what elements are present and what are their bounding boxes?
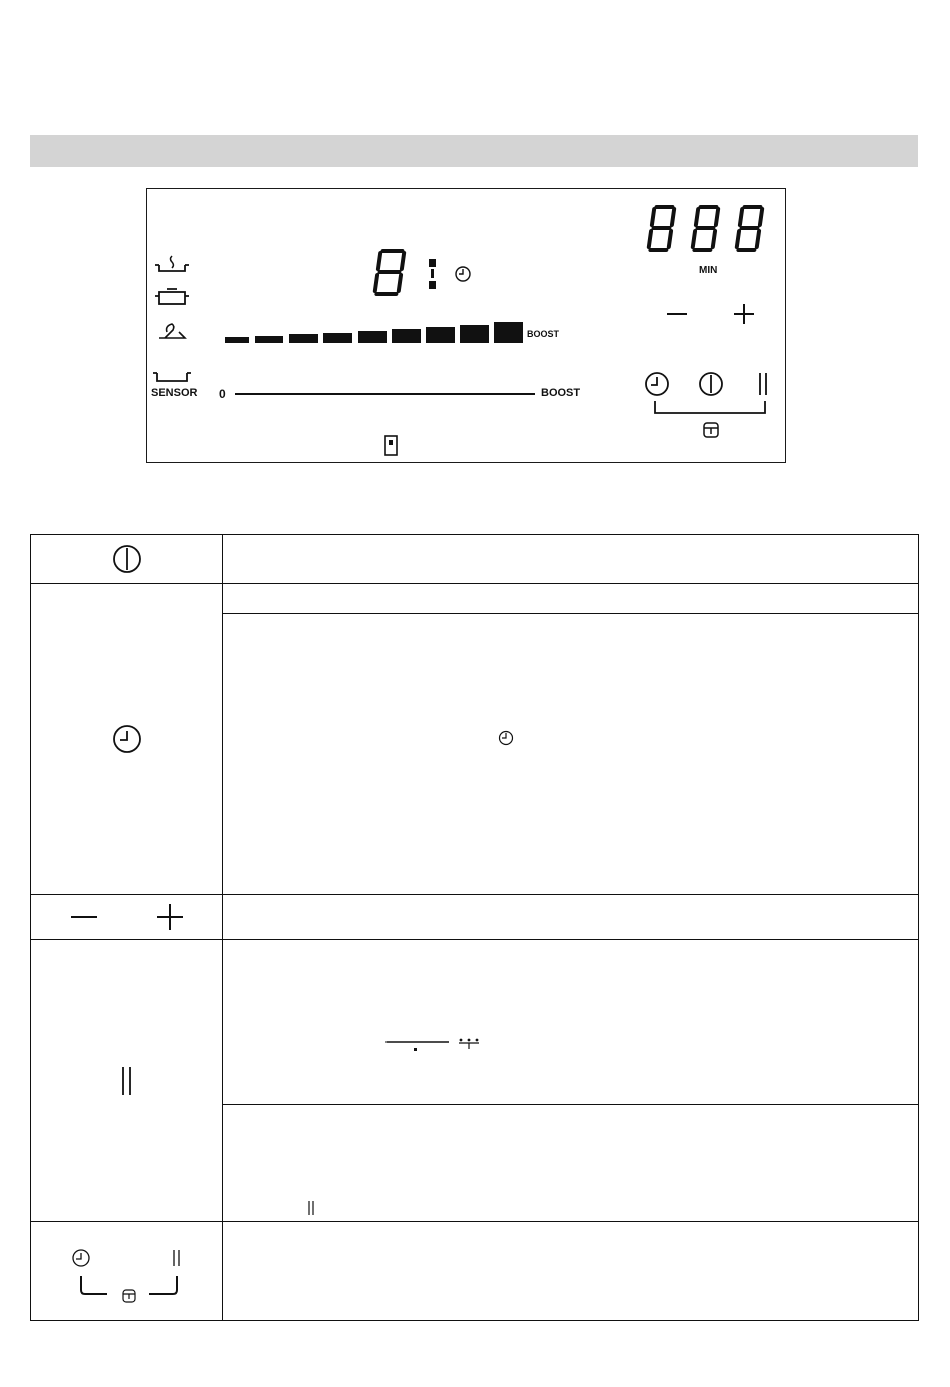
level-dot-bottom bbox=[429, 281, 436, 289]
symbol-cell bbox=[31, 535, 223, 584]
power-bar-7 bbox=[426, 327, 455, 343]
pan-icon bbox=[155, 286, 195, 310]
pause-icon[interactable] bbox=[755, 371, 771, 397]
pause-icon bbox=[171, 1248, 183, 1268]
key-description-table bbox=[30, 534, 919, 1321]
symbol-cell bbox=[31, 584, 223, 895]
table-row-lock-combination bbox=[31, 1222, 919, 1321]
timer-digit-display bbox=[641, 203, 781, 255]
symbol-cell bbox=[31, 1222, 223, 1321]
power-icon bbox=[112, 544, 142, 574]
sensor-pot-icon bbox=[151, 367, 195, 387]
power-icon[interactable] bbox=[698, 371, 724, 397]
power-bar-9 bbox=[494, 322, 523, 343]
minus-icon[interactable] bbox=[665, 302, 689, 326]
minus-icon bbox=[70, 903, 98, 931]
pause-icon bbox=[119, 1065, 135, 1097]
power-bar-8 bbox=[460, 325, 489, 343]
table-row-minus-plus bbox=[31, 895, 919, 940]
power-bar-5 bbox=[358, 331, 387, 343]
description-cell bbox=[223, 1105, 919, 1222]
table-row-pause bbox=[31, 940, 919, 1105]
clock-icon bbox=[71, 1248, 91, 1268]
symbol-cell bbox=[31, 940, 223, 1222]
clock-icon bbox=[112, 724, 142, 754]
description-cell bbox=[223, 584, 919, 614]
description-cell bbox=[223, 614, 919, 895]
power-level-bars bbox=[225, 319, 525, 347]
plus-icon bbox=[156, 903, 184, 931]
description-cell bbox=[223, 535, 919, 584]
level-dot-mid bbox=[431, 269, 434, 278]
lock-icon bbox=[121, 1288, 137, 1304]
clock-icon bbox=[498, 730, 514, 746]
table-row-on-off bbox=[31, 535, 919, 584]
power-bar-6 bbox=[392, 329, 421, 343]
power-bar-1 bbox=[225, 337, 249, 343]
timer-unit-label: MIN bbox=[699, 265, 718, 276]
steam-pot-icon bbox=[155, 251, 195, 281]
bars-boost-label: BOOST bbox=[527, 329, 560, 339]
pause-icon bbox=[307, 1200, 315, 1216]
level-dot-top bbox=[429, 259, 436, 267]
slider-zero-label: 0 bbox=[219, 387, 226, 401]
lock-icon bbox=[702, 421, 720, 439]
clock-icon bbox=[454, 265, 472, 283]
slider-pictogram-icon bbox=[383, 1036, 493, 1056]
slider-boost-label: BOOST bbox=[541, 387, 581, 399]
lock-bracket bbox=[653, 399, 769, 419]
description-cell bbox=[223, 895, 919, 940]
description-cell bbox=[223, 1222, 919, 1321]
level-digit-display bbox=[371, 247, 411, 299]
plus-icon[interactable] bbox=[732, 302, 756, 326]
power-bar-3 bbox=[289, 334, 318, 343]
power-bar-4 bbox=[323, 333, 352, 343]
section-header-bar bbox=[30, 135, 918, 167]
power-slider[interactable] bbox=[235, 393, 535, 395]
symbol-cell bbox=[31, 895, 223, 940]
sensor-label: SENSOR bbox=[151, 387, 198, 399]
kettle-icon bbox=[155, 320, 195, 344]
power-bar-2 bbox=[255, 336, 283, 343]
sensor-indicator-icon bbox=[383, 434, 399, 458]
control-panel-diagram bbox=[146, 188, 786, 463]
description-cell bbox=[223, 940, 919, 1105]
table-row-timer bbox=[31, 584, 919, 614]
timer-key-clock-icon[interactable] bbox=[644, 371, 670, 397]
